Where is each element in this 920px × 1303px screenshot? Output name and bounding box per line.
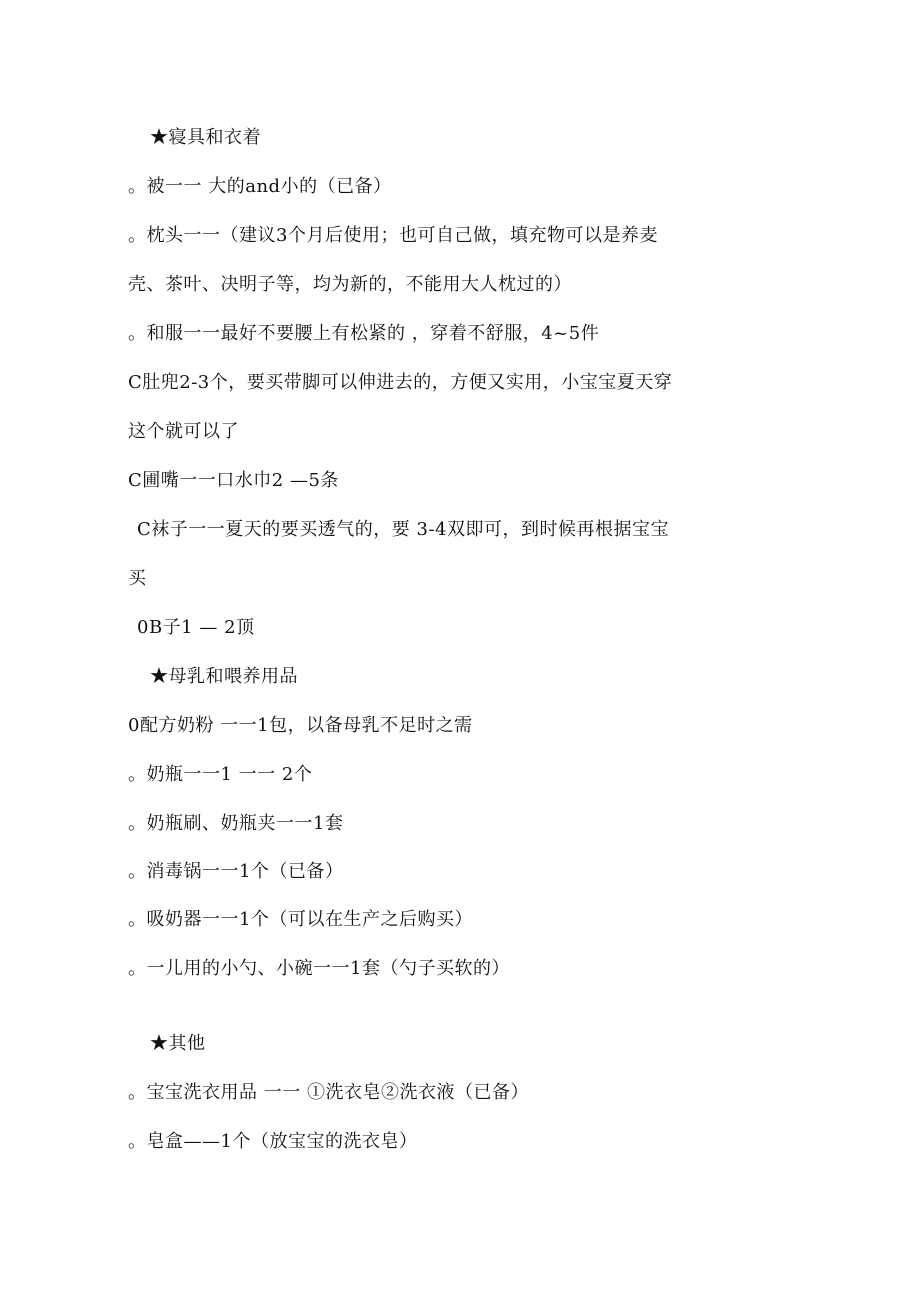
list-item: 。吸奶器一一1个（可以在生产之后购买） xyxy=(128,909,473,930)
section-heading-bedding: ★寝具和衣着 xyxy=(150,127,261,148)
list-item: 。皂盒——1个（放宝宝的洗衣皂） xyxy=(128,1131,418,1152)
list-item: C袜子一一夏天的要买透气的，要 3-4双即可，到时候再根据宝宝 xyxy=(137,519,669,540)
list-item: 。消毒锅一一1个（已备） xyxy=(128,861,344,882)
list-item: 。宝宝洗衣用品 一一 ①洗衣皂②洗衣液（已备） xyxy=(128,1082,529,1103)
list-item: 0配方奶粉 一一1包，以备母乳不足时之需 xyxy=(128,715,473,736)
list-item: 壳、茶叶、决明子等，均为新的，不能用大人枕过的） xyxy=(128,274,572,295)
section-heading-other: ★其他 xyxy=(150,1033,206,1054)
list-item: 。奶瓶刷、奶瓶夹一一1套 xyxy=(128,813,344,834)
list-item: 0B子1 — 2顶 xyxy=(137,617,255,638)
list-item: 。奶瓶一一1 一一 2个 xyxy=(128,764,313,785)
list-item: C肚兜2-3个，要买带脚可以伸进去的，方便又实用，小宝宝夏天穿 xyxy=(128,372,673,393)
list-item: 买 xyxy=(128,568,147,589)
list-item: 。和服一一最好不要腰上有松紧的 ，穿着不舒服，4~5件 xyxy=(128,323,600,344)
list-item: 。被一一 大的and小的（已备） xyxy=(128,176,392,197)
list-item: C圃嘴一一口水巾2 —5条 xyxy=(128,470,339,491)
list-item: 这个就可以了 xyxy=(128,421,239,442)
section-heading-feeding: ★母乳和喂养用品 xyxy=(150,666,298,687)
list-item: 。枕头一一（建议3个月后使用；也可自己做，填充物可以是养麦 xyxy=(128,225,658,246)
list-item: 。一儿用的小勺、小碗一一1套（勺子买软的） xyxy=(128,958,510,979)
